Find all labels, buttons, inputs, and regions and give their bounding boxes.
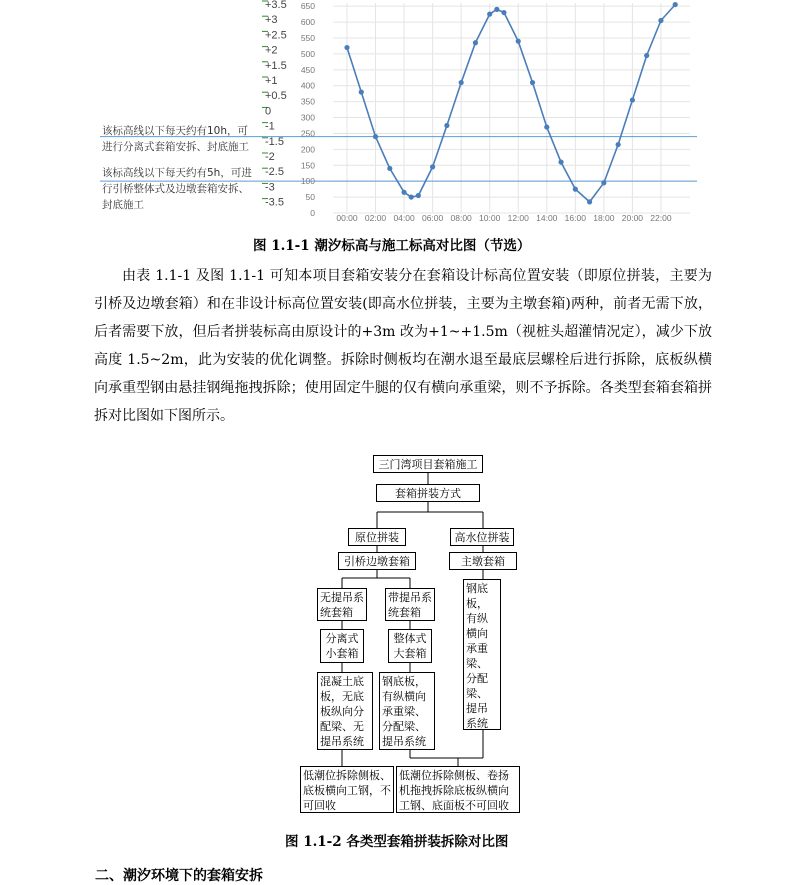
elevation-label: 0 — [265, 105, 272, 118]
y-tick-label: 250 — [300, 128, 315, 139]
y-tick-label: 450 — [300, 64, 315, 75]
x-tick-label: 06:00 — [421, 213, 444, 223]
section-heading: 二、潮汐环境下的套箱安拆 — [95, 868, 263, 884]
y-tick-label: 150 — [300, 160, 315, 171]
flow-result-low-tide: 低潮位拆除侧板、底板横向工钢，不可回收 — [300, 766, 394, 813]
y-tick-label: 200 — [300, 144, 315, 155]
flow-steel-bottom-main: 钢底板，有纵横向承重梁、分配梁、提吊系统 — [463, 579, 501, 730]
flow-with-hoist: 带提吊系统套箱 — [385, 588, 435, 621]
y-tick-label: 350 — [300, 96, 315, 107]
x-tick-label: 04:00 — [393, 213, 415, 223]
flow-high-water-type: 主墩套箱 — [449, 552, 517, 570]
annotation-line: 进行分离式套箱安拆、封底施工 — [102, 141, 249, 153]
elevation-label: -2 — [265, 151, 275, 163]
flow-integral-large: 整体式大套箱 — [388, 629, 432, 663]
elevation-label: -1.5 — [265, 135, 284, 148]
body-paragraph: 由表 1.1-1 及图 1.1-1 可知本项目套箱安装分在套箱设计标高位置安装（即原位拼装，主要为引桥及边墩套箱）和在非设计标高位置安装(即高水位拼装，主要为主墩套箱)两种，前者无需下放，后者需要下放，但后者拼装标高由原设计的+3m 改为+1~+1.5m（视桩头超灌情况定），减少下放高度 1.5~2m，此为安装的优化调整。拆除时侧板均在潮水退至最底层螺栓后进行拆除，底板纵横向承重型钢由悬挂钢绳拖拽拆除；使用固定牛腿的仅有横向承重梁，则不予拆除。各类型套箱套箱拼拆对比图如下图所示。 — [94, 268, 712, 424]
annotation-line: 行引桥整体式及边墩套箱安拆、 — [102, 183, 249, 195]
y-tick-label: 0 — [310, 208, 315, 218]
flow-branch-high-water: 高水位拼装 — [450, 528, 514, 546]
elevation-label: -1 — [265, 120, 275, 133]
flow-root: 三门湾项目套箱施工 — [373, 455, 483, 473]
flow-no-hoist: 无提吊系统套箱 — [317, 588, 367, 621]
y-tick-label: 50 — [305, 192, 315, 203]
x-tick-label: 12:00 — [507, 213, 529, 223]
elevation-label: -3 — [265, 181, 275, 194]
elevation-label: -3.5 — [265, 196, 284, 209]
elevation-label: +1 — [265, 75, 278, 87]
elevation-label: +0.5 — [265, 90, 287, 103]
x-tick-label: 20:00 — [621, 213, 644, 223]
x-tick-label: 18:00 — [593, 213, 615, 223]
y-tick-label: 600 — [300, 17, 315, 28]
elevation-label: -2.5 — [265, 166, 284, 179]
x-tick-label: 08:00 — [450, 213, 472, 223]
y-tick-label: 100 — [300, 176, 315, 187]
x-tick-label: 22:00 — [650, 213, 672, 223]
x-tick-label: 16:00 — [564, 213, 586, 223]
flow-in-situ-type: 引桥边墩套箱 — [338, 552, 416, 570]
flow-branch-in-situ: 原位拼装 — [348, 528, 406, 546]
elevation-label: +3.5 — [265, 0, 287, 11]
y-tick-label: 500 — [300, 48, 315, 59]
flow-result-winch: 低潮位拆除侧板、卷扬机拖拽拆除底板纵横向工钢、底面板不可回收 — [396, 766, 520, 813]
elevation-label: +2.5 — [265, 29, 287, 42]
y-tick-label: 400 — [300, 80, 315, 91]
figure-caption-2: 图 1.1-2 各类型套箱拼装拆除对比图 — [285, 834, 509, 850]
flow-separated-small: 分离式小套箱 — [320, 629, 364, 663]
elevation-label: +3 — [265, 14, 278, 27]
y-tick-label: 300 — [300, 112, 315, 123]
flow-steel-bottom-integral: 钢底板，有纵横向承重梁、分配梁、提吊系统 — [379, 672, 435, 750]
x-tick-label: 10:00 — [479, 213, 501, 223]
y-tick-label: 550 — [300, 33, 315, 43]
elevation-label: +2 — [265, 44, 278, 57]
flow-assembly-method: 套箱拼装方式 — [376, 484, 480, 502]
x-tick-label: 00:00 — [336, 213, 358, 223]
flow-concrete-bottom: 混凝土底板，无底板纵向分配梁、无提吊系统 — [317, 672, 373, 750]
annotation-line: 封底施工 — [102, 199, 144, 211]
annotation-line: 该标高线以下每天约有10h，可 — [102, 125, 249, 137]
x-tick-label: 14:00 — [536, 213, 558, 223]
elevation-label: +1.5 — [265, 59, 287, 72]
x-tick-label: 02:00 — [364, 213, 387, 223]
y-tick-label: 650 — [300, 1, 315, 12]
figure-caption-1: 图 1.1-1 潮汐标高与施工标高对比图（节选） — [253, 238, 531, 254]
annotation-line: 该标高线以下每天约有5h，可进 — [102, 167, 252, 179]
